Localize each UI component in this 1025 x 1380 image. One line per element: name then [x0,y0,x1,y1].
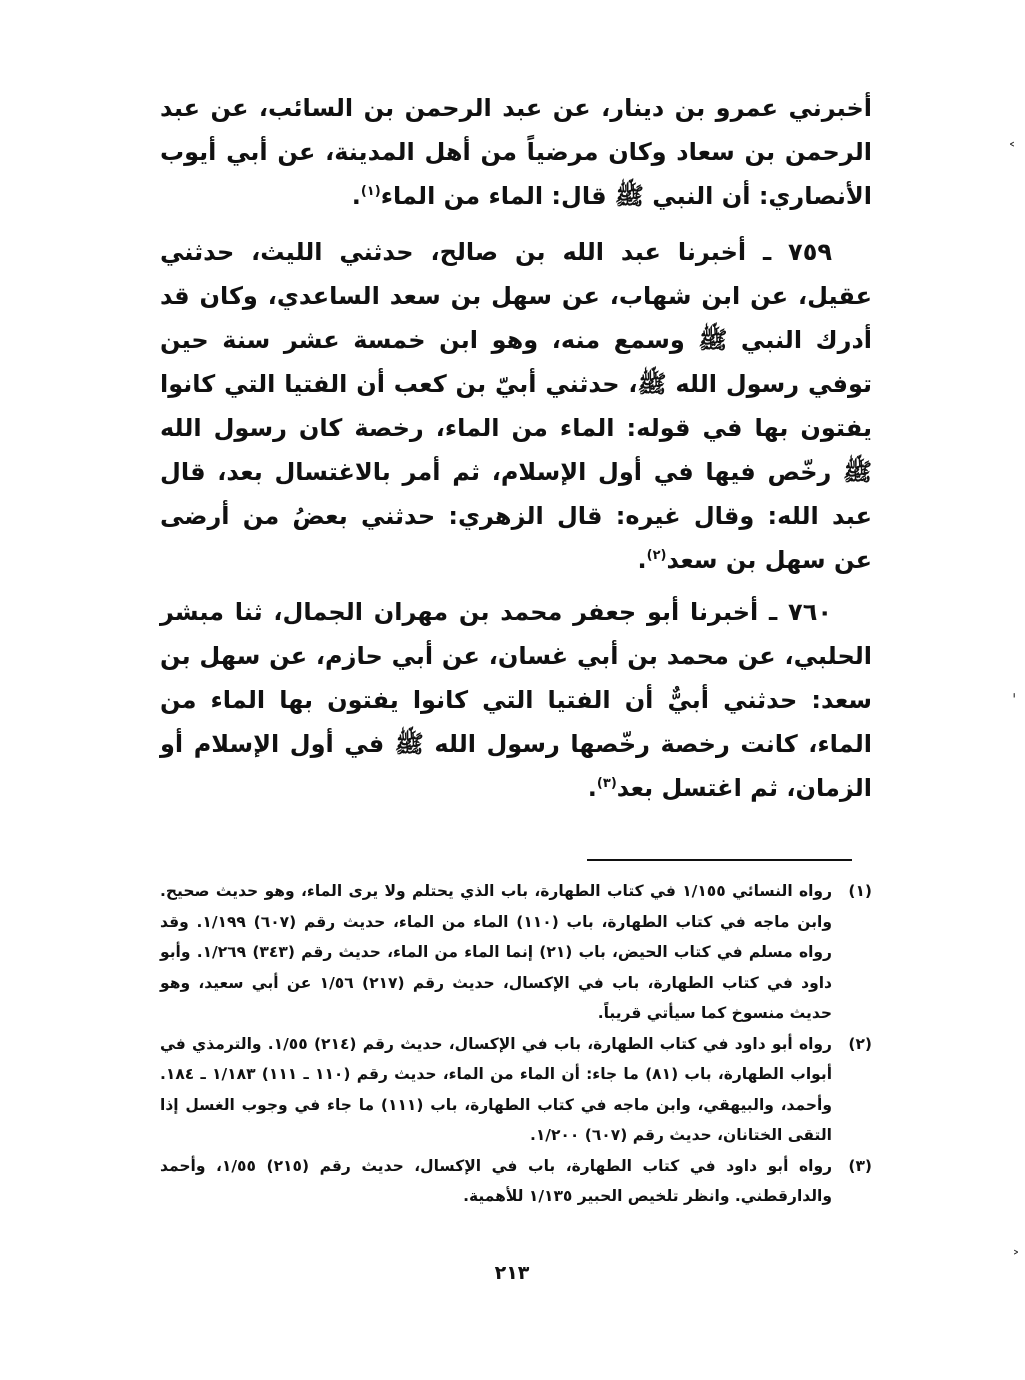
footnote-text: رواه أبو داود في كتاب الطهارة، باب في الإكسال، حديث رقم (٢١٥) ١/٥٥، وأحمد والدارقطني. وانظر تلخيص الحبير ١/١٣٥ للأهمية. [160,1156,833,1205]
page-number: ٢١٣ [494,1262,530,1284]
footnote-ref: (١) [360,184,381,199]
hadith-760 [160,590,872,810]
scan-mark: ˃ [1012,1248,1020,1267]
footnote-text: رواه النسائي ١/١٥٥ في كتاب الطهارة، باب الذي يحتلم ولا يرى الماء، وهو حديث صحيح. وابن ماجه في كتاب الطهارة، باب (١١٠) الماء من الماء، حديث رقم (٦٠٧) ١/١٩٩. وقد رواه مسلم في كتاب الحيض، باب (٢١) إنما الماء من الماء، حديث رقم (٣٤٣) ١/٢٦٩. وأبو داود في كتاب الطهارة، باب في الإكسال، حديث رقم (٢١٧) ١/٥٦ عن أبي سعيد، وهو حديث منسوخ كما سيأتي قريباً. [160,882,833,1022]
hadith-759 [160,230,872,582]
paragraph-continuation [160,86,872,218]
footnote [160,1029,872,1151]
footnote-ref: (٢) [646,548,667,563]
footnote-number: (٢) [848,1034,872,1053]
footnote-number: (١) [848,882,872,900]
footnote-divider [587,859,852,861]
paragraph-end: . [587,774,597,802]
paragraph-text: أخبرني عمرو بن دينار، عن عبد الرحمن بن السائب، عن عبد الرحمن بن سعاد وكان مرضياً من أهل المدينة، عن أبي أيوب الأنصاري: أن النبي ﷺ قال: الماء من الماء [160,94,872,210]
scan-mark: ˌ [1012,680,1017,699]
footnote [160,1151,872,1212]
footnote-ref: (٣) [596,776,617,791]
paragraph-text: ٧٦٠ ـ أخبرنا أبو جعفر محمد بن مهران الجمال، ثنا مبشر الحلبي، عن محمد بن أبي غسان، عن أبي حازم، عن سهل بن سعد: حدثني أبيٌّ أن الفتيا التي كانوا يفتون بها الماء من الماء، كانت رخصة رخّصها رسول الله ﷺ في أول الإسلام أو الزمان، ثم اغتسل بعد [160,598,872,802]
footnote-number: (٣) [848,1156,872,1175]
scan-mark: ˂ [1008,140,1016,159]
paragraph-end: . [351,182,361,210]
paragraph-text: ٧٥٩ ـ أخبرنا عبد الله بن صالح، حدثني الليث، حدثني عقيل، عن ابن شهاب، عن سهل بن سعد الساعدي، وكان قد أدرك النبي ﷺ وسمع منه، وهو ابن خمسة عشر سنة حين توفي رسول الله ﷺ، حدثني أبيّ بن كعب أن الفتيا التي كانوا يفتون بها في قوله: الماء من الماء، رخصة كان رسول الله ﷺ رخّص فيها في أول الإسلام، ثم أمر بالاغتسال بعد، قال عبد الله: وقال غيره: قال الزهري: حدثني بعضُ من أرضى عن سهل بن سعد [160,238,872,574]
paragraph-end: . [637,546,647,574]
main-text [160,86,872,818]
footnote-text: رواه أبو داود في كتاب الطهارة، باب في الإكسال، حديث رقم (٢١٤) ١/٥٥. والترمذي في أبواب الطهارة، باب (٨١) ما جاء: أن الماء من الماء، حديث رقم (١١٠ ـ ١١١) ١/١٨٣ ـ ١٨٤. وأحمد، والبيهقي، وابن ماجه في كتاب الطهارة، باب (١١١) ما جاء في وجوب الغسل إذا التقى الختانان، حديث رقم (٦٠٧) ١/٢٠٠. [160,1034,833,1144]
footnotes [160,876,872,1212]
footnote [160,876,872,1029]
